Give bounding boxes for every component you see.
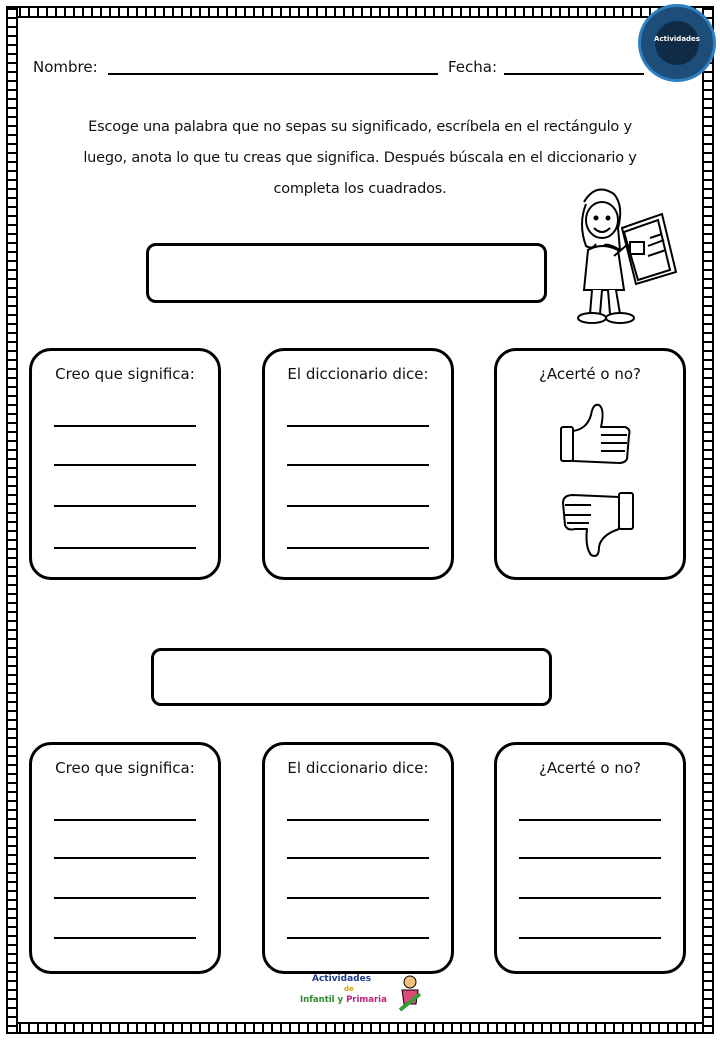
writing-line[interactable]	[519, 897, 661, 899]
card-creo-que-significa-1	[29, 348, 221, 580]
word-box-2[interactable]	[151, 648, 552, 706]
writing-line[interactable]	[287, 897, 429, 899]
writing-line[interactable]	[287, 505, 429, 507]
frame-border-top	[8, 6, 712, 18]
pencil-kid-icon	[398, 974, 422, 1014]
writing-line[interactable]	[54, 464, 196, 466]
name-field[interactable]	[108, 73, 438, 75]
word-box-1[interactable]	[146, 243, 547, 303]
frame-border-left	[6, 6, 18, 1034]
frame-border-bottom	[8, 1022, 712, 1034]
writing-line[interactable]	[54, 425, 196, 427]
writing-line[interactable]	[54, 547, 196, 549]
writing-line[interactable]	[287, 857, 429, 859]
thumbs-down-icon[interactable]	[557, 489, 637, 561]
footer-logo-line-2: de	[344, 985, 354, 993]
name-label: Nombre:	[33, 58, 98, 76]
writing-line[interactable]	[287, 819, 429, 821]
writing-line[interactable]	[287, 547, 429, 549]
frame-border-right	[702, 6, 714, 1034]
card-acerte-o-no-1	[494, 348, 686, 580]
writing-line[interactable]	[54, 505, 196, 507]
badge-text: Actividades	[654, 35, 700, 43]
instructions-line-3: completa los cuadrados.	[273, 181, 447, 197]
instructions-line-1: Escoge una palabra que no sepas su significado, escríbela en el rectángulo y	[88, 119, 632, 135]
card-title: El diccionario dice:	[287, 365, 429, 383]
footer-logo-line-3: Infantil y Primaria	[300, 995, 387, 1005]
date-field[interactable]	[504, 73, 644, 75]
card-title: ¿Acerté o no?	[538, 365, 642, 383]
writing-line[interactable]	[54, 819, 196, 821]
instructions-line-2: luego, anota lo que tu creas que significa. Después búscala en el diccionario y	[83, 150, 637, 166]
card-title: Creo que significa:	[55, 759, 195, 777]
footer-brand-logo	[300, 972, 430, 1018]
date-label: Fecha:	[448, 58, 498, 76]
writing-line[interactable]	[54, 897, 196, 899]
writing-line[interactable]	[54, 937, 196, 939]
girl-reading-illustration	[566, 180, 686, 330]
card-diccionario-dice-2	[262, 742, 454, 974]
writing-line[interactable]	[287, 464, 429, 466]
badge-center	[655, 21, 699, 65]
thumbs-up-icon[interactable]	[557, 401, 633, 467]
writing-line[interactable]	[287, 937, 429, 939]
card-title: ¿Acerté o no?	[538, 759, 642, 777]
card-title: Creo que significa:	[55, 365, 195, 383]
writing-line[interactable]	[519, 819, 661, 821]
brand-badge-logo	[638, 4, 716, 82]
footer-logo-line-1: Actividades	[312, 974, 372, 984]
writing-line[interactable]	[54, 857, 196, 859]
card-diccionario-dice-1	[262, 348, 454, 580]
writing-line[interactable]	[519, 937, 661, 939]
writing-line[interactable]	[519, 857, 661, 859]
card-acerte-o-no-2	[494, 742, 686, 974]
writing-line[interactable]	[287, 425, 429, 427]
card-creo-que-significa-2	[29, 742, 221, 974]
card-title: El diccionario dice:	[287, 759, 429, 777]
